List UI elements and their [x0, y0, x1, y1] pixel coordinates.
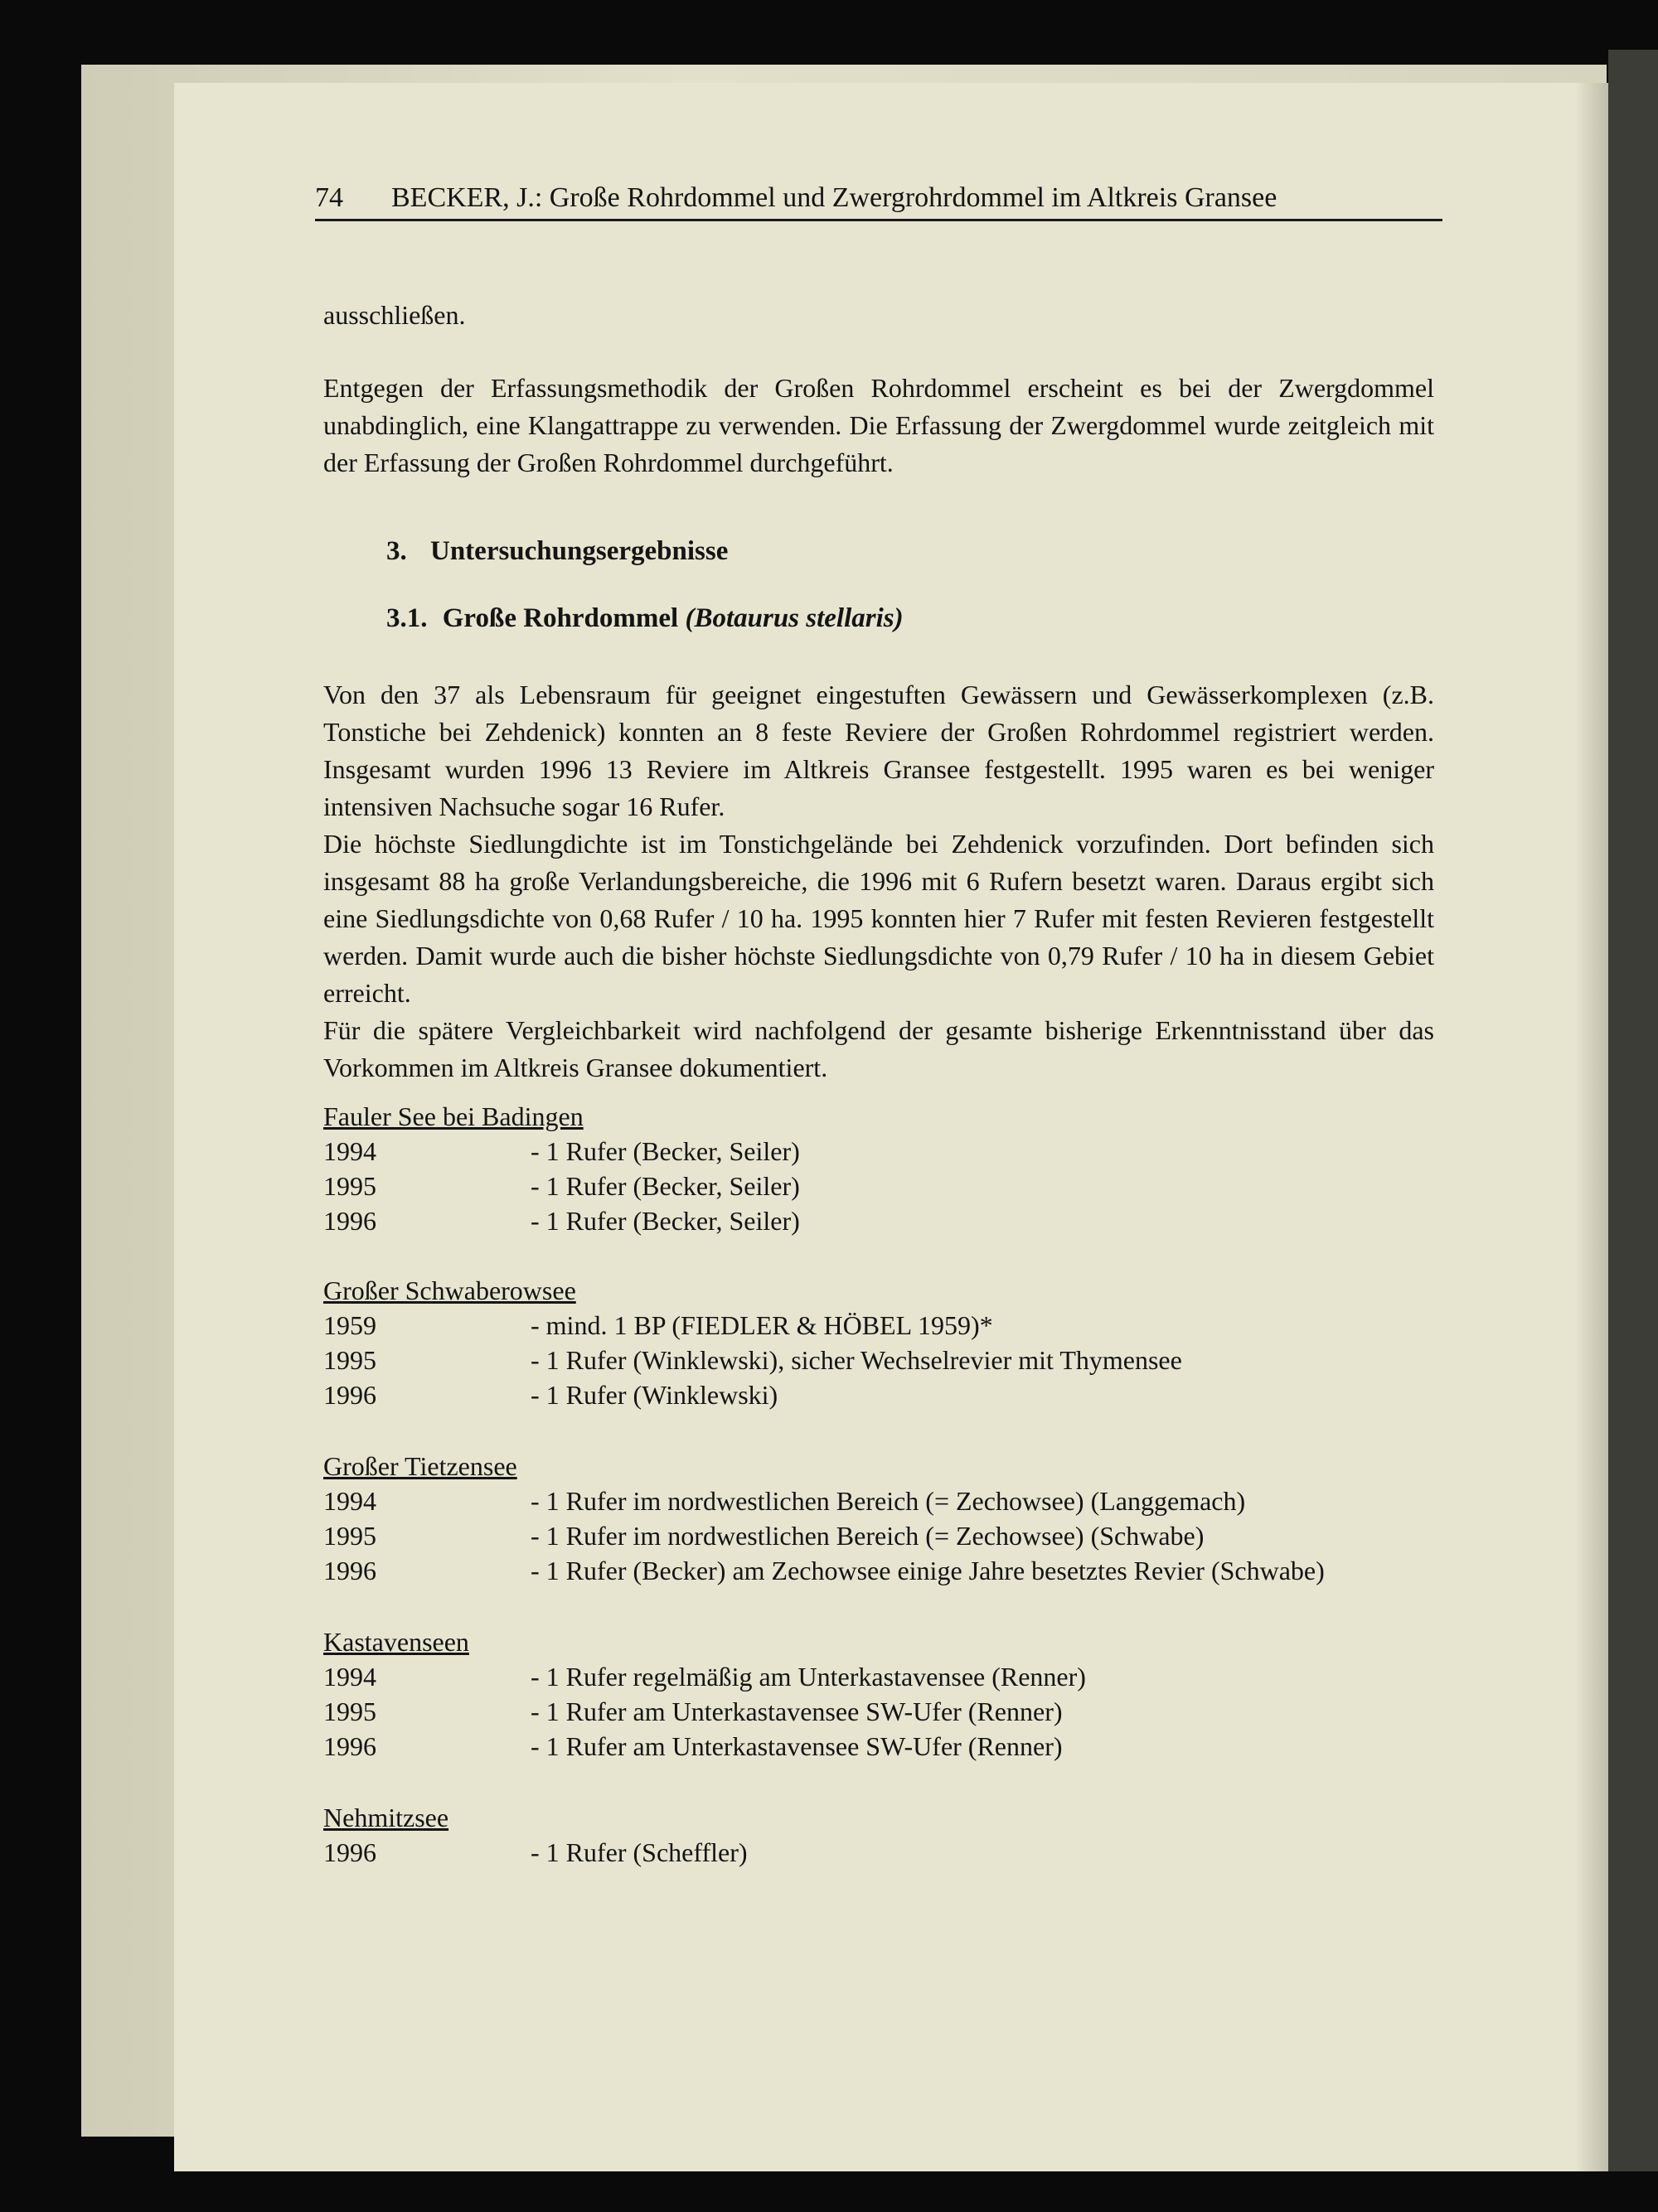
record-year: 1996	[323, 1731, 376, 1761]
page-number: 74	[315, 182, 343, 213]
record-row	[323, 1203, 1459, 1238]
record-year: 1996	[323, 1837, 376, 1867]
record-text: - 1 Rufer im nordwestlichen Bereich (= Zechowsee) (Schwabe)	[531, 1521, 1205, 1551]
record-row	[323, 1659, 1459, 1694]
record-text: - 1 Rufer am Unterkastavensee SW-Ufer (Renner)	[531, 1731, 1063, 1761]
record-row	[323, 1553, 1459, 1588]
record-text: - 1 Rufer (Becker, Seiler)	[531, 1206, 800, 1236]
record-row	[323, 1343, 1459, 1377]
record-year: 1995	[323, 1171, 376, 1201]
record-year: 1994	[323, 1486, 376, 1516]
record-row	[323, 1484, 1459, 1518]
site-block	[323, 1099, 1459, 1238]
record-row	[323, 1308, 1459, 1343]
paragraph-documentation: Für die spätere Vergleichbarkeit wird nachfolgend der gesamte bisherige Erkenntnisstand über das Vorkommen im Altkreis Gransee dokumentiert.	[323, 1015, 1434, 1082]
subsection-title: Große Rohrdommel	[442, 603, 679, 633]
record-text: - 1 Rufer (Becker, Seiler)	[531, 1136, 800, 1166]
record-text: - 1 Rufer (Becker) am Zechowsee einige Jahre besetztes Revier (Schwabe)	[531, 1556, 1325, 1585]
paragraph-methodology: Entgegen der Erfassungsmethodik der Großen Rohrdommel erscheint es bei der Zwergdommel unabdinglich, eine Klangattrappe zu verwenden. Die Erfassung der Zwergdommel wurde zeitgleich mit der Erfassung der Großen Rohrdommel durchgeführt.	[323, 373, 1434, 477]
subsection-number: 3.1.	[386, 603, 428, 633]
site-block	[323, 1449, 1459, 1588]
record-row	[323, 1729, 1459, 1764]
subsection-latin-name: (Botaurus stellaris)	[685, 603, 904, 633]
record-year: 1959	[323, 1310, 376, 1340]
site-name: Kastavenseen	[323, 1627, 469, 1657]
record-year: 1995	[323, 1345, 376, 1375]
site-block	[323, 1273, 1459, 1412]
record-row	[323, 1134, 1459, 1169]
site-name: Großer Tietzensee	[323, 1451, 517, 1481]
section-heading-3	[386, 536, 728, 567]
section-title: Untersuchungsergebnisse	[430, 536, 729, 566]
running-header	[315, 182, 1442, 221]
record-row	[323, 1694, 1459, 1729]
facing-page-edge	[1608, 50, 1658, 2171]
record-year: 1994	[323, 1662, 376, 1692]
running-title: BECKER, J.: Große Rohrdommel und Zwergrohrdommel im Altkreis Gransee	[391, 182, 1277, 213]
section-number: 3.	[386, 536, 407, 566]
site-block	[323, 1624, 1459, 1764]
site-name: Fauler See bei Badingen	[323, 1101, 584, 1131]
paragraph-results: Von den 37 als Lebensraum für geeignet eingestuften Gewässern und Gewässerkomplexen (z.B. Tonstiche bei Zehdenick) konnten an 8 feste Reviere der Großen Rohrdommel registriert werden. Insgesamt wurden 1996 13 Reviere im Altkreis Gransee festgestellt. 1995 waren es bei weniger intensiven Nachsuche sogar 16 Rufer.	[323, 680, 1434, 821]
record-year: 1995	[323, 1697, 376, 1726]
record-text: - 1 Rufer (Winklewski), sicher Wechselrevier mit Thymensee	[531, 1345, 1182, 1375]
section-heading-3-1	[386, 603, 904, 634]
spine-shadow	[1575, 83, 1608, 2171]
record-row	[323, 1377, 1459, 1412]
record-text: - 1 Rufer im nordwestlichen Bereich (= Zechowsee) (Langgemach)	[531, 1486, 1246, 1516]
record-year: 1996	[323, 1556, 376, 1585]
record-year: 1994	[323, 1136, 376, 1166]
record-text: - 1 Rufer regelmäßig am Unterkastavensee (Renner)	[531, 1662, 1086, 1692]
record-row	[323, 1835, 1459, 1870]
record-row	[323, 1169, 1459, 1203]
record-text: - 1 Rufer (Scheffler)	[531, 1837, 748, 1867]
site-name: Nehmitzsee	[323, 1803, 449, 1832]
site-name: Großer Schwaberowsee	[323, 1275, 576, 1305]
record-text: - 1 Rufer (Becker, Seiler)	[531, 1171, 800, 1201]
record-year: 1996	[323, 1206, 376, 1236]
paragraph-density: Die höchste Siedlungdichte ist im Tonstichgelände bei Zehdenick vorzufinden. Dort befinden sich insgesamt 88 ha große Verlandungsbereiche, die 1996 mit 6 Rufern besetzt waren. Daraus ergibt sich eine Siedlungsdichte von 0,68 Rufer / 10 ha. 1995 konnten hier 7 Rufer mit festen Revieren festgestellt werden. Damit wurde auch die bisher höchste Siedlungsdichte von 0,79 Rufer / 10 ha in diesem Gebiet erreicht.	[323, 829, 1434, 1008]
record-year: 1996	[323, 1380, 376, 1410]
record-text: - 1 Rufer am Unterkastavensee SW-Ufer (Renner)	[531, 1697, 1063, 1726]
record-row	[323, 1518, 1459, 1553]
record-year: 1995	[323, 1521, 376, 1551]
record-text: - 1 Rufer (Winklewski)	[531, 1380, 778, 1410]
book-page	[174, 83, 1608, 2171]
site-block	[323, 1800, 1459, 1870]
paragraph-continuation: ausschließen.	[323, 300, 466, 330]
record-text: - mind. 1 BP (FIEDLER & HÖBEL 1959)*	[531, 1310, 993, 1340]
